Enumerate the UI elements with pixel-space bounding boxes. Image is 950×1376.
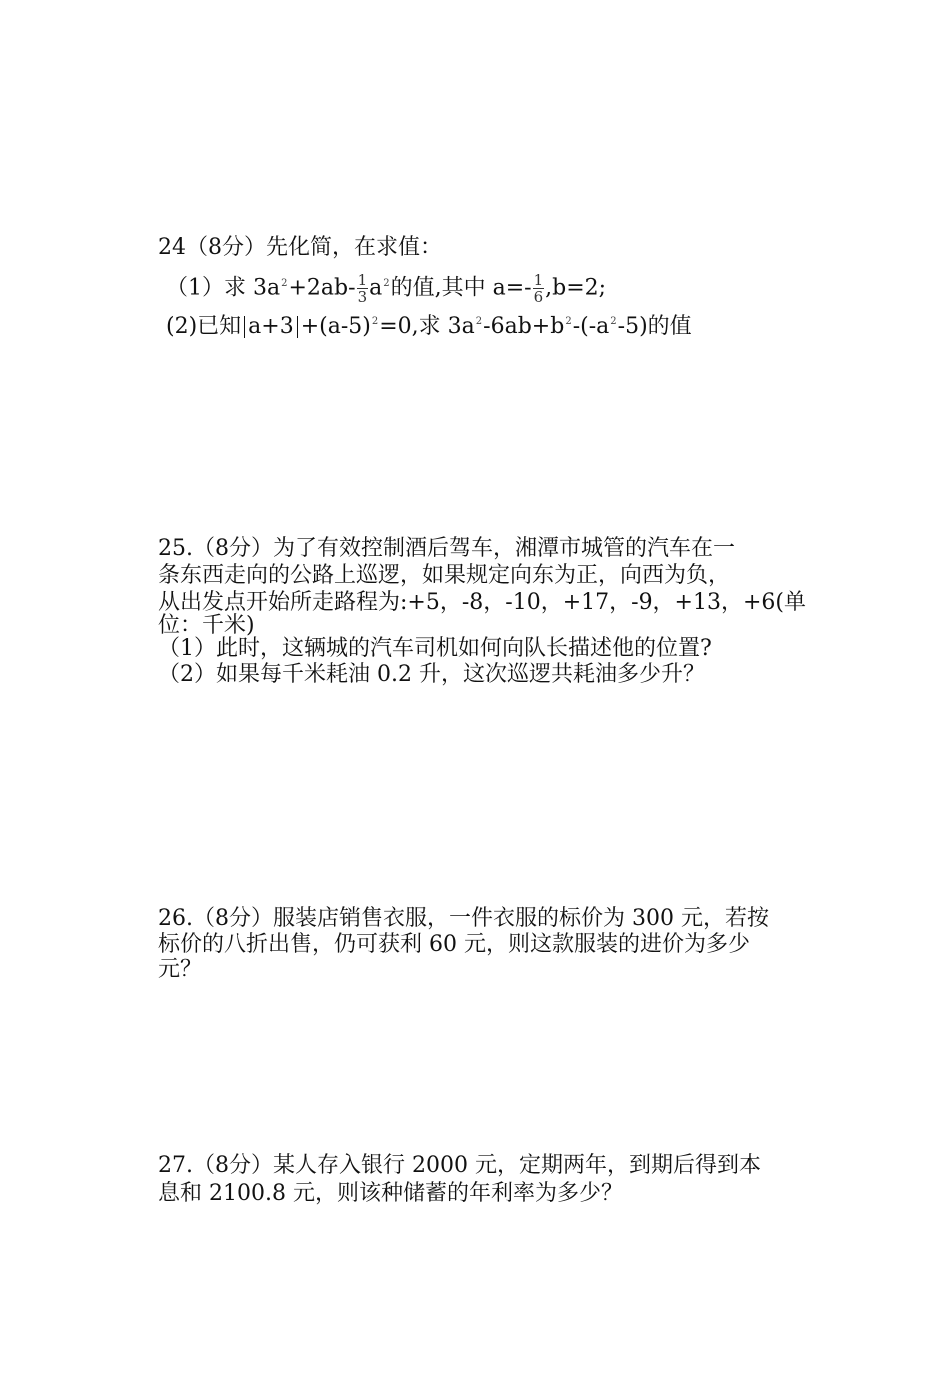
- q24-part2-text-g: -5)的值: [617, 314, 692, 339]
- q24-part2-text-d: =0,求 3a: [379, 314, 475, 339]
- q24-part1-text-c: a: [369, 275, 383, 301]
- q24-part1-text-e: ,b=2;: [545, 275, 607, 301]
- q24-part2-exponent: 2: [610, 316, 617, 327]
- q24-part1-fraction-one-third: [357, 272, 369, 305]
- q26-line-3: 元？: [158, 957, 203, 982]
- q24-part1-fraction-one-sixth: [533, 272, 545, 305]
- q24-part2-text-e: -6ab+b: [483, 314, 565, 339]
- q24-part2-text-a: (2)已知: [166, 314, 242, 339]
- absolute-value-bar: [297, 316, 298, 338]
- q24-part2-text-f: -(-a: [572, 314, 610, 339]
- q24-part2-text-c: +(a-5): [300, 314, 371, 339]
- q25-line-2: 条东西走向的公路上巡逻，如果规定向东为正，向西为负，: [158, 563, 731, 588]
- q25-line-6: （2）如果每千米耗油 0.2 升，这次巡逻共耗油多少升？: [158, 662, 705, 687]
- q24-part1-text-b: +2ab-: [288, 275, 356, 301]
- q25-line-3: 从出发点开始所走路程为:+5，-8，-10，+17，-9，+13，+6(单: [158, 590, 807, 615]
- q24-part1-exponent: 2: [383, 277, 390, 289]
- q24-part1-text-a: （1）求 3a: [166, 275, 281, 301]
- q24-part2-exponent: 2: [475, 316, 483, 327]
- q24-part1: [166, 272, 606, 307]
- fraction-denominator: 6: [533, 288, 544, 306]
- q24-part1-exponent: 2: [281, 277, 288, 289]
- q25-line-5: （1）此时，这辆城的汽车司机如何向队长描述他的位置?: [158, 636, 712, 661]
- fraction-numerator: 1: [357, 271, 368, 289]
- q24-header: 24（8分）先化简，在求值：: [158, 235, 442, 260]
- q24-part2-text-b: a+3: [248, 314, 294, 339]
- fraction-numerator: 1: [533, 271, 544, 289]
- q24-part1-text-d: 的值,其中 a=-: [390, 275, 532, 301]
- q26-line-1: 26.（8分）服装店销售衣服，一件衣服的标价为 300 元，若按: [158, 906, 769, 931]
- q24-part2-exponent: 2: [371, 316, 379, 327]
- q27-line-1: 27.（8分）某人存入银行 2000 元，定期两年，到期后得到本: [158, 1153, 761, 1178]
- q24-part2-exponent: 2: [565, 316, 572, 327]
- q25-line-4: 位：千米): [158, 613, 255, 638]
- q24-part2: [166, 313, 692, 345]
- fraction-denominator: 3: [357, 288, 368, 306]
- q27-line-2: 息和 2100.8 元，则该种储蓄的年利率为多少？: [158, 1181, 623, 1206]
- q25-line-1: 25.（8分）为了有效控制酒后驾车，湘潭市城管的汽车在一: [158, 536, 735, 561]
- absolute-value-bar: [244, 316, 245, 338]
- q26-line-2: 标价的八折出售，仍可获利 60 元，则这款服装的进价为多少: [158, 932, 750, 957]
